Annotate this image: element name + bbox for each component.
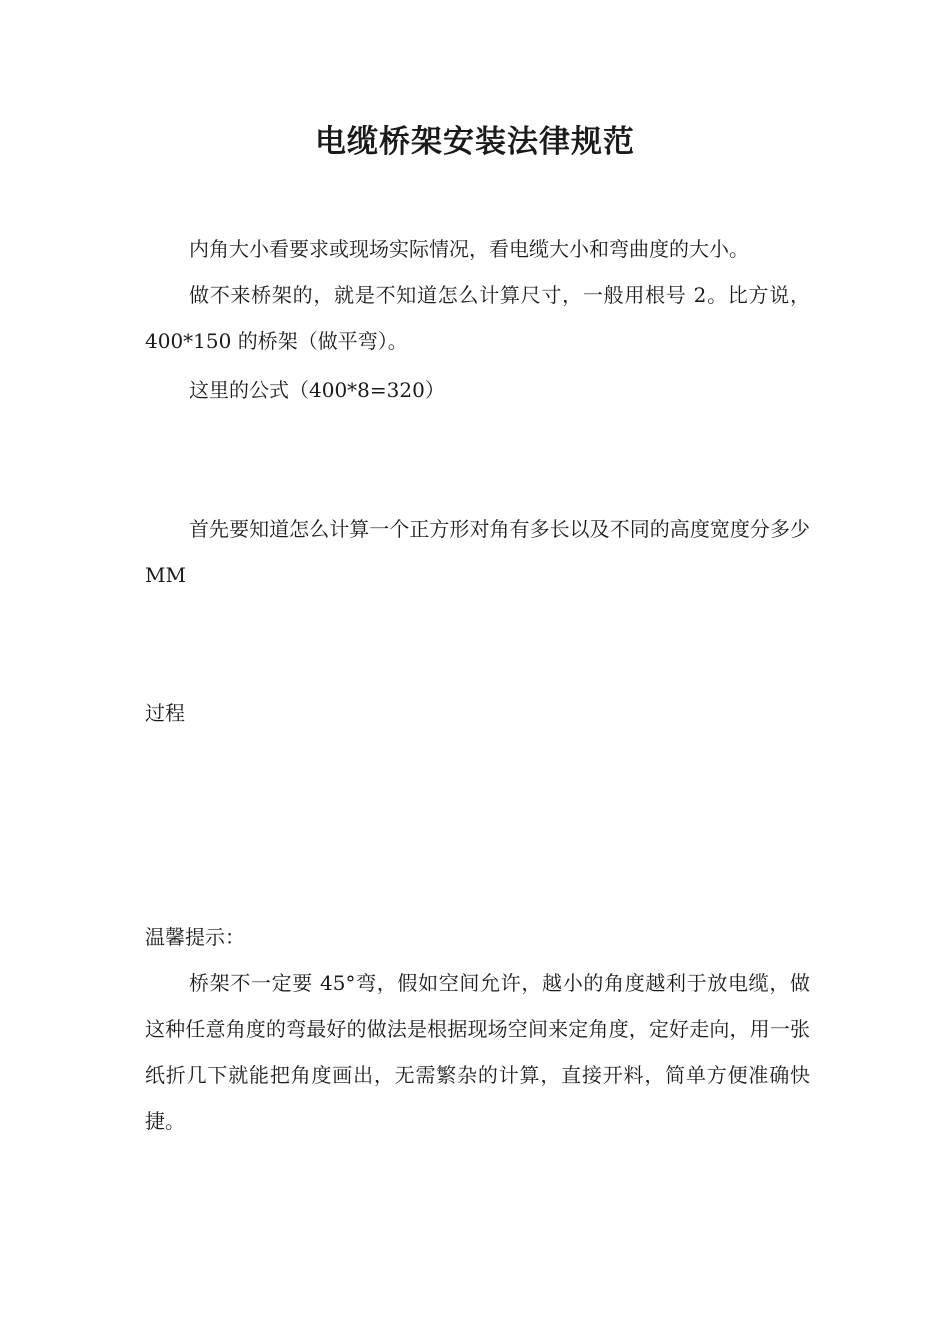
paragraph-tip-content: 桥架不一定要 45°弯，假如空间允许，越小的角度越利于放电缆，做这种任意角度的弯最好的做法是根据现场空间来定角度，定好走向，用一张纸折几下就能把角度画出，无需繁杂的计算，直接开料，简单方便准确快捷。 [145,971,810,1133]
paragraph-formula: 这里的公式（400*8=320） [189,378,445,402]
section-heading-process: 过程 [145,701,185,725]
paragraph-calculation: 做不来桥架的，就是不知道怎么计算尺寸，一般用根号 2。比方说，400*150 的桥架（做平弯）。 [145,283,810,353]
document-title: 电缆桥架安装法律规范 [315,124,635,160]
section-heading-tips: 温馨提示： [145,925,245,949]
paragraph-square-diagonal: 首先要知道怎么计算一个正方形对角有多长以及不同的高度宽度分多少 MM [145,517,810,587]
paragraph-inner-angle: 内角大小看要求或现场实际情况，看电缆大小和弯曲度的大小。 [189,237,749,261]
